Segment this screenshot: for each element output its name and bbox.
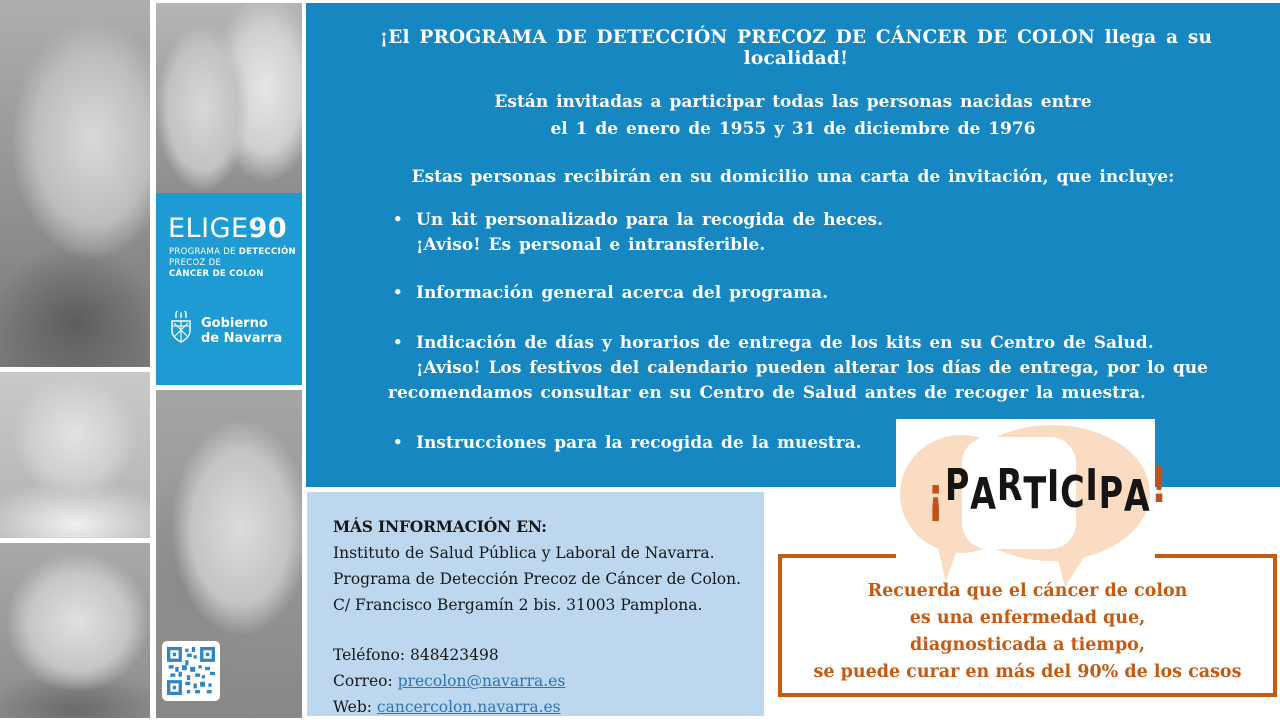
bullet-schedule-line1: Indicación de días y horarios de entrega de los kits en su Centro de Salud.	[416, 333, 1154, 353]
main-blue-panel	[306, 3, 1280, 487]
gobierno-navarra-text	[201, 316, 282, 346]
photo-man-round-glasses	[0, 543, 150, 718]
reminder-line3: diagnosticada a tiempo,	[910, 635, 1145, 655]
elige90-subtitle-line1-regular: PROGRAMA DE	[169, 247, 239, 257]
reminder-line1: Recuerda que el cáncer de colon	[867, 581, 1188, 601]
contact-email-row	[333, 668, 741, 694]
gobierno-line2: de Navarra	[201, 331, 283, 346]
elige90-subtitle-line3: CÁNCER DE COLON	[169, 269, 264, 279]
gobierno-line1: Gobierno	[201, 316, 268, 331]
contact-address-line3: C/ Francisco Bergamín 2 bis. 31003 Pamplona.	[333, 596, 703, 614]
contact-info-box	[307, 492, 764, 716]
elige90-panel	[156, 193, 302, 385]
navarra-crest-icon	[168, 311, 194, 351]
bullet-dot	[393, 280, 403, 305]
invite-line2: el 1 de enero de 1955 y 31 de diciembre de 1976	[550, 119, 1036, 139]
bullet-dot	[393, 430, 403, 455]
email-link[interactable]: precolon@navarra.es	[397, 672, 566, 690]
qr-code	[162, 641, 220, 701]
photo-woman-glasses	[0, 372, 150, 538]
elige90-subtitle-line2: PRECOZ DE	[169, 258, 222, 268]
elige90-logo	[168, 213, 287, 244]
bullet-instructions-line1: Instrucciones para la recogida de la muestra.	[416, 433, 862, 453]
reminder-line2: es una enfermedad que,	[909, 608, 1146, 628]
elige90-subtitle	[169, 247, 296, 280]
contact-address-line1: Instituto de Salud Pública y Laboral de Navarra.	[333, 544, 715, 562]
bullet-kit-line2: ¡Aviso! Es personal e intransferible.	[416, 235, 766, 255]
bullet-schedule	[388, 331, 1276, 406]
bullet-dot	[393, 330, 403, 355]
gobierno-navarra-logo	[168, 311, 282, 351]
photo-man-beard	[0, 0, 150, 367]
contact-heading: MÁS INFORMACIÓN EN:	[333, 517, 547, 536]
contact-address-line2: Programa de Detección Precoz de Cáncer de Colon.	[333, 570, 742, 588]
bullet-info	[416, 281, 1276, 306]
bullet-kit	[416, 208, 1276, 258]
bullet-dot	[393, 207, 403, 232]
elige90-subtitle-line1-bold: DETECCIÓN	[238, 247, 296, 257]
contact-web-row	[333, 694, 741, 720]
invite-line1: Están invitadas a participar todas las personas nacidas entre	[494, 92, 1092, 112]
photo-elderly-couple	[156, 3, 302, 193]
invite-text	[306, 89, 1280, 143]
participa-text: ¡PARTICIPA!	[927, 456, 1169, 524]
contact-phone: Teléfono: 848423498	[333, 646, 499, 664]
web-link[interactable]: cancercolon.navarra.es	[376, 698, 561, 716]
intro-text: Estas personas recibirán en su domicilio una carta de invitación, que incluye:	[411, 167, 1175, 187]
web-label: Web:	[333, 698, 377, 716]
bullet-schedule-line2: ¡Aviso! Los festivos del calendario pueden alterar los días de entrega, por lo que	[416, 358, 1208, 378]
qr-code-pattern	[167, 647, 215, 695]
bullet-info-line1: Información general acerca del programa.	[416, 283, 829, 303]
flyer-title: ¡El PROGRAMA DE DETECCIÓN PRECOZ DE CÁNCER DE COLON llega a su localidad!	[379, 27, 1213, 69]
participa-graphic	[896, 419, 1169, 579]
email-label: Correo:	[333, 672, 398, 690]
spacer	[333, 618, 741, 642]
bullet-kit-line1: Un kit personalizado para la recogida de heces.	[416, 210, 884, 230]
reminder-line4: se puede curar en más del 90% de los casos	[813, 662, 1242, 682]
reminder-text	[782, 578, 1273, 686]
elige90-logo-bold: 90	[248, 213, 288, 244]
bullet-schedule-line3: recomendamos consultar en su Centro de Salud antes de recoger la muestra.	[388, 383, 1146, 403]
elige90-logo-light: ELIGE	[168, 213, 249, 244]
